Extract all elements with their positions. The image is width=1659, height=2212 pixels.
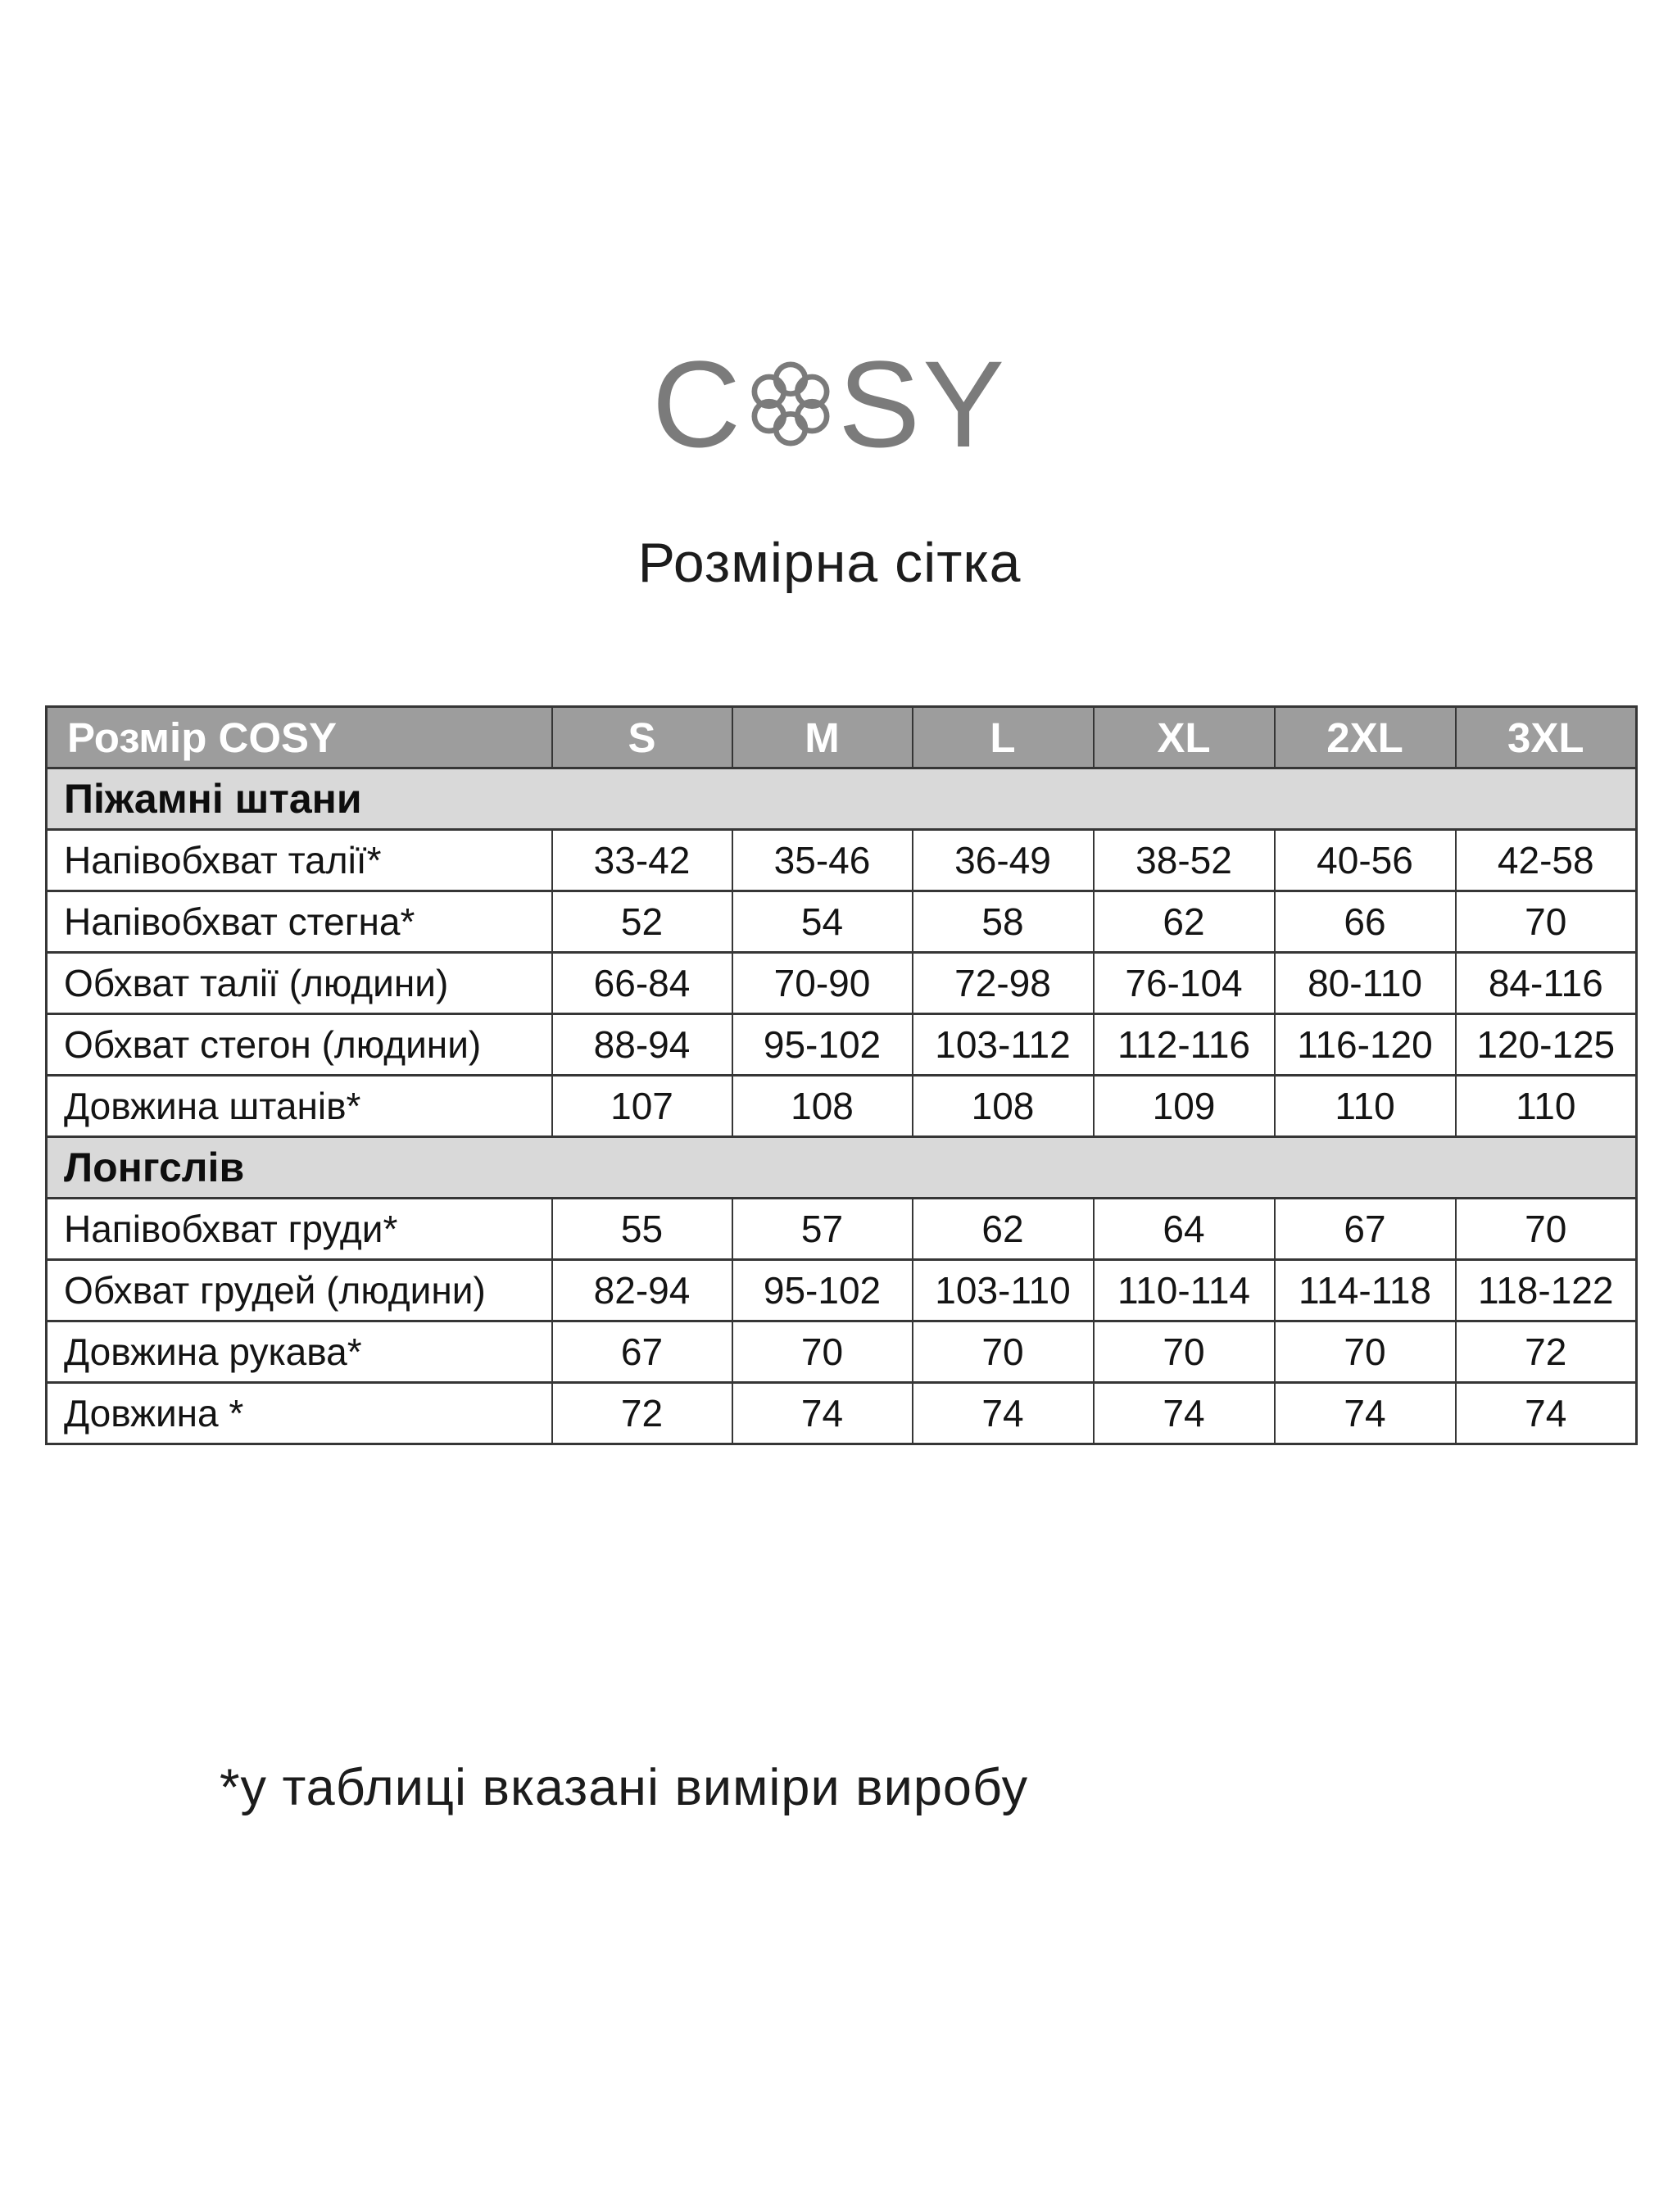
table-row bbox=[47, 1260, 1637, 1321]
cell-value: 114-118 bbox=[1275, 1260, 1456, 1321]
cell-value: 70 bbox=[1456, 891, 1637, 953]
cell-value: 82-94 bbox=[552, 1260, 732, 1321]
table-header-row bbox=[47, 707, 1637, 768]
cell-value: 74 bbox=[732, 1383, 913, 1444]
cell-value: 52 bbox=[552, 891, 732, 953]
table-row bbox=[47, 1199, 1637, 1260]
row-label: Напівобхват груди* bbox=[47, 1199, 552, 1260]
cell-value: 42-58 bbox=[1456, 830, 1637, 891]
cell-value: 112-116 bbox=[1094, 1014, 1275, 1076]
footnote-text: *у таблиці вказані виміри виробу bbox=[220, 1759, 1029, 1816]
row-label: Довжина штанів* bbox=[47, 1076, 552, 1137]
table-row bbox=[47, 891, 1637, 953]
row-label: Довжина * bbox=[47, 1383, 552, 1444]
cell-value: 80-110 bbox=[1275, 953, 1456, 1014]
cell-value: 35-46 bbox=[732, 830, 913, 891]
cell-value: 64 bbox=[1094, 1199, 1275, 1260]
cell-value: 110-114 bbox=[1094, 1260, 1275, 1321]
header-size-l: L bbox=[913, 707, 1094, 768]
cosy-logo bbox=[0, 335, 1659, 473]
table-row bbox=[47, 953, 1637, 1014]
cell-value: 84-116 bbox=[1456, 953, 1637, 1014]
cell-value: 70 bbox=[732, 1321, 913, 1383]
cell-value: 67 bbox=[552, 1321, 732, 1383]
cell-value: 67 bbox=[1275, 1199, 1456, 1260]
cell-value: 108 bbox=[732, 1076, 913, 1137]
row-label: Обхват грудей (людини) bbox=[47, 1260, 552, 1321]
cell-value: 118-122 bbox=[1456, 1260, 1637, 1321]
cell-value: 107 bbox=[552, 1076, 732, 1137]
cell-value: 66 bbox=[1275, 891, 1456, 953]
cell-value: 110 bbox=[1275, 1076, 1456, 1137]
cell-value: 103-112 bbox=[913, 1014, 1094, 1076]
cell-value: 74 bbox=[1094, 1383, 1275, 1444]
row-label: Напівобхват талії* bbox=[47, 830, 552, 891]
cell-value: 88-94 bbox=[552, 1014, 732, 1076]
cell-value: 95-102 bbox=[732, 1260, 913, 1321]
size-chart-table bbox=[45, 705, 1638, 1445]
row-label: Обхват стегон (людини) bbox=[47, 1014, 552, 1076]
section-row-pajama-pants bbox=[47, 768, 1637, 830]
cell-value: 72-98 bbox=[913, 953, 1094, 1014]
section-title: Лонгслів bbox=[47, 1137, 1637, 1199]
cell-value: 40-56 bbox=[1275, 830, 1456, 891]
page-title: Розмірна сітка bbox=[637, 532, 1022, 594]
cell-value: 33-42 bbox=[552, 830, 732, 891]
cell-value: 109 bbox=[1094, 1076, 1275, 1137]
table-row bbox=[47, 830, 1637, 891]
cell-value: 62 bbox=[913, 1199, 1094, 1260]
table-row bbox=[47, 1014, 1637, 1076]
cell-value: 74 bbox=[1456, 1383, 1637, 1444]
logo-letters-sy: SY bbox=[838, 335, 1008, 473]
row-label: Напівобхват стегна* bbox=[47, 891, 552, 953]
cell-value: 116-120 bbox=[1275, 1014, 1456, 1076]
header-size-2xl: 2XL bbox=[1275, 707, 1456, 768]
cell-value: 55 bbox=[552, 1199, 732, 1260]
cell-value: 74 bbox=[1275, 1383, 1456, 1444]
cell-value: 103-110 bbox=[913, 1260, 1094, 1321]
cell-value: 58 bbox=[913, 891, 1094, 953]
cell-value: 36-49 bbox=[913, 830, 1094, 891]
header-size-3xl: 3XL bbox=[1456, 707, 1637, 768]
logo-letter-c: C bbox=[651, 335, 744, 473]
table-row bbox=[47, 1076, 1637, 1137]
header-size-xl: XL bbox=[1094, 707, 1275, 768]
cell-value: 74 bbox=[913, 1383, 1094, 1444]
table-row bbox=[47, 1383, 1637, 1444]
cell-value: 70 bbox=[1456, 1199, 1637, 1260]
cell-value: 54 bbox=[732, 891, 913, 953]
cell-value: 57 bbox=[732, 1199, 913, 1260]
cell-value: 70 bbox=[913, 1321, 1094, 1383]
cell-value: 66-84 bbox=[552, 953, 732, 1014]
cell-value: 95-102 bbox=[732, 1014, 913, 1076]
flower-knot-icon bbox=[745, 358, 836, 450]
cell-value: 70 bbox=[1275, 1321, 1456, 1383]
header-size-m: M bbox=[732, 707, 913, 768]
cell-value: 70 bbox=[1094, 1321, 1275, 1383]
cell-value: 72 bbox=[552, 1383, 732, 1444]
row-label: Обхват талії (людини) bbox=[47, 953, 552, 1014]
header-size-s: S bbox=[552, 707, 732, 768]
row-label: Довжина рукава* bbox=[47, 1321, 552, 1383]
table-row bbox=[47, 1321, 1637, 1383]
header-size-label: Розмір COSY bbox=[47, 707, 552, 768]
cell-value: 76-104 bbox=[1094, 953, 1275, 1014]
cell-value: 72 bbox=[1456, 1321, 1637, 1383]
cell-value: 110 bbox=[1456, 1076, 1637, 1137]
cell-value: 70-90 bbox=[732, 953, 913, 1014]
section-row-longsleeve bbox=[47, 1137, 1637, 1199]
section-title: Піжамні штани bbox=[47, 768, 1637, 830]
cell-value: 108 bbox=[913, 1076, 1094, 1137]
cell-value: 38-52 bbox=[1094, 830, 1275, 891]
cell-value: 62 bbox=[1094, 891, 1275, 953]
cell-value: 120-125 bbox=[1456, 1014, 1637, 1076]
